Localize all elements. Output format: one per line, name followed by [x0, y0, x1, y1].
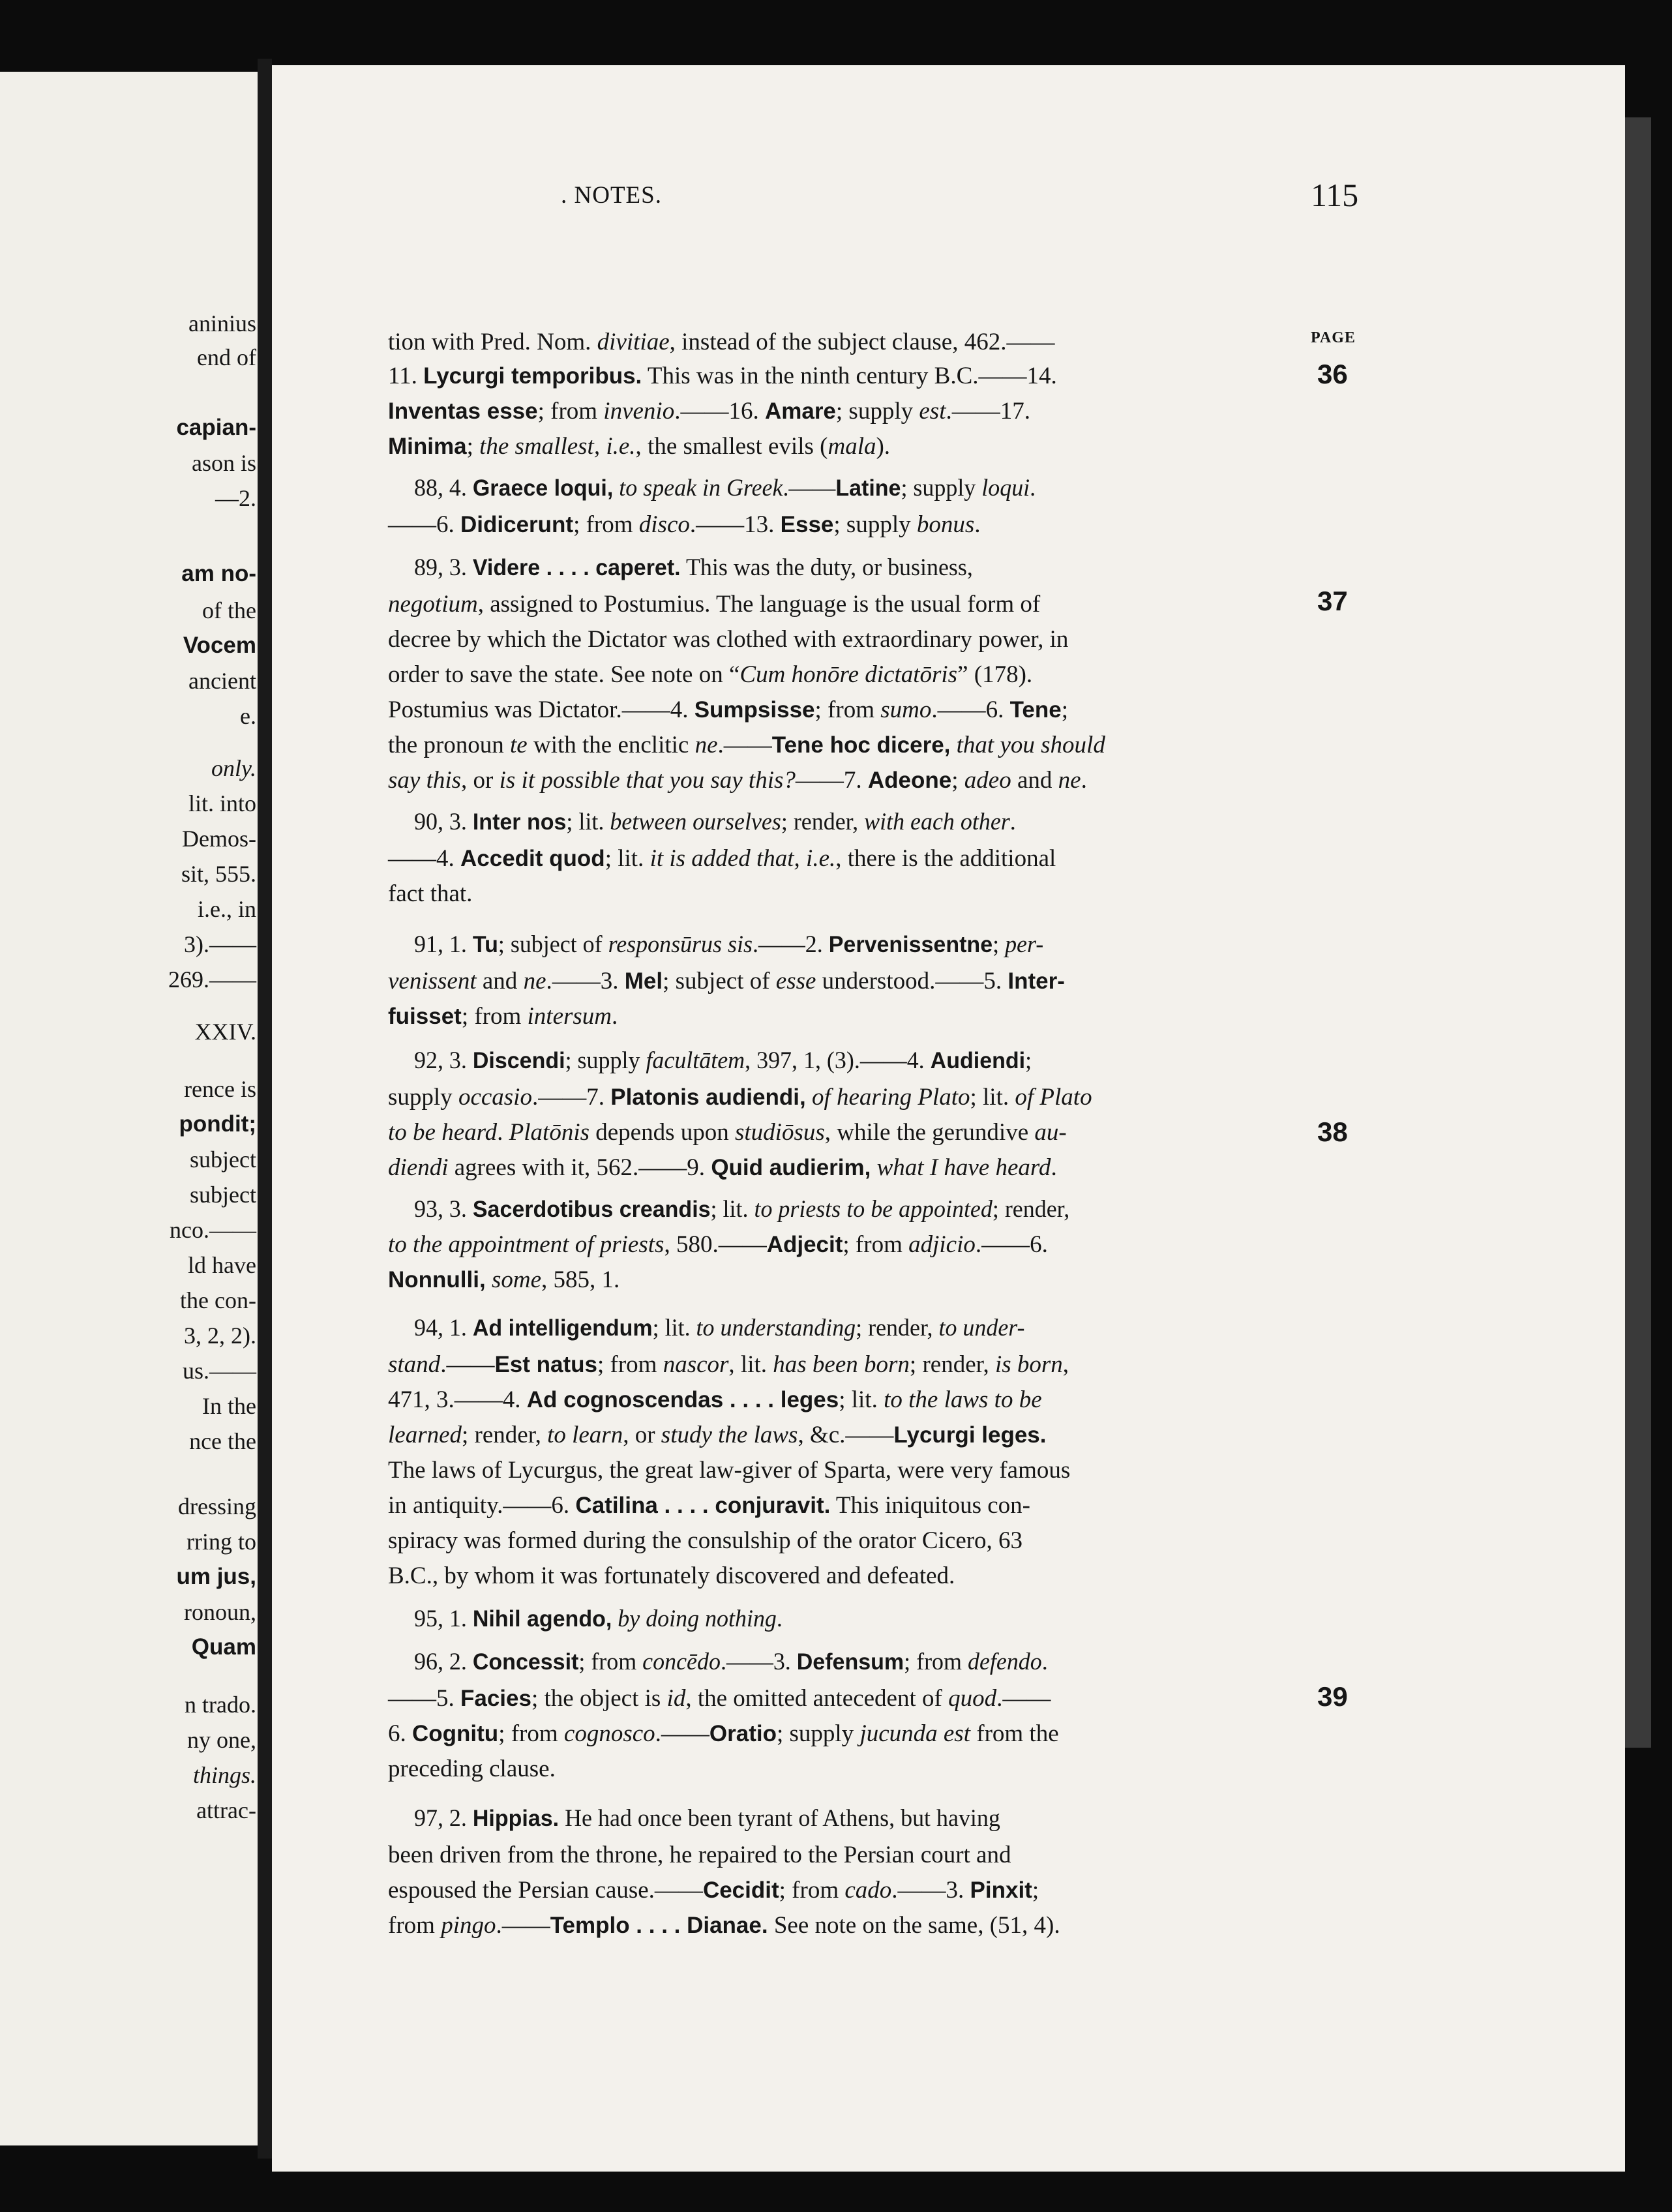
note-line: say this, or is it possible that you say this?——7. Adeone; adeo and ne.: [388, 767, 1087, 794]
note-line: 94, 1. Ad intelligendum; lit. to understanding; render, to under-: [414, 1315, 1025, 1341]
note-line: to be heard. Platōnis depends upon studiōsus, while the gerundive au-: [388, 1119, 1067, 1146]
left-page-line: ronoun,: [184, 1599, 256, 1625]
note-line: ——6. Didicerunt; from disco.——13. Esse; supply bonus.: [388, 511, 981, 538]
note-line: 11. Lycurgi temporibus. This was in the ninth century B.C.——14.: [388, 363, 1057, 389]
note-line: diendi agrees with it, 562.——9. Quid audierim, what I have heard.: [388, 1154, 1057, 1181]
left-page-line: ny one,: [187, 1727, 256, 1753]
left-page-line: 3).——: [184, 931, 256, 957]
left-page-line: us.——: [182, 1358, 256, 1384]
left-page-line: Quam: [191, 1634, 256, 1660]
left-page-line: e.: [240, 703, 256, 729]
page-marker: 39: [1317, 1681, 1348, 1712]
note-line: to the appointment of priests, 580.——Adjecit; from adjicio.——6.: [388, 1231, 1048, 1258]
note-line: order to save the state. See note on “Cum honōre dictatōris” (178).: [388, 661, 1033, 688]
left-page-line: ancient: [188, 668, 256, 694]
left-page-line: n trado.: [185, 1692, 256, 1718]
left-page-line: XXIV.: [194, 1019, 256, 1045]
note-line: Postumius was Dictator.——4. Sumpsisse; from sumo.——6. Tene;: [388, 696, 1068, 723]
note-line: Minima; the smallest, i.e., the smallest evils (mala).: [388, 433, 891, 460]
left-page-line: um jus,: [176, 1564, 256, 1589]
note-line: in antiquity.——6. Catilina . . . . conjuravit. This iniquitous con-: [388, 1492, 1030, 1519]
note-line: 91, 1. Tu; subject of responsūrus sis.——2. Pervenissentne; per-: [414, 931, 1044, 958]
left-page-line: am no-: [181, 561, 256, 586]
note-line: Inventas esse; from invenio.——16. Amare; supply est.——17.: [388, 398, 1030, 425]
left-page-line: the con-: [180, 1287, 256, 1313]
note-line: tion with Pred. Nom. divitiae, instead of the subject clause, 462.——: [388, 329, 1055, 355]
note-line: 89, 3. Videre . . . . caperet. This was the duty, or business,: [414, 554, 973, 581]
left-page-line: i.e., in: [198, 896, 256, 922]
note-line: learned; render, to learn, or study the laws, &c.——Lycurgi leges.: [388, 1422, 1047, 1448]
left-page-line: dressing: [178, 1493, 256, 1519]
note-line: spiracy was formed during the consulship of the orator Cicero, 63: [388, 1527, 1023, 1554]
note-line: 6. Cognitu; from cognosco.——Oratio; supply jucunda est from the: [388, 1720, 1059, 1747]
note-line: 96, 2. Concessit; from concēdo.——3. Defensum; from defendo.: [414, 1649, 1048, 1675]
left-page-line: ason is: [192, 450, 256, 476]
page-edge: [1625, 117, 1651, 1748]
left-page-line: subject: [190, 1182, 256, 1208]
note-line: supply occasio.——7. Platonis audiendi, of hearing Plato; lit. of Plato: [388, 1084, 1092, 1111]
note-line: stand.——Est natus; from nascor, lit. has been born; render, is born,: [388, 1351, 1069, 1378]
book-gutter: [258, 59, 272, 2159]
left-page-line: end of: [197, 344, 256, 370]
left-page-line: of the: [202, 597, 256, 623]
page-marker: 38: [1317, 1116, 1348, 1147]
page-marker: 36: [1317, 359, 1348, 389]
note-line: 97, 2. Hippias. He had once been tyrant of Athens, but having: [414, 1805, 1000, 1832]
left-page-line: nce the: [189, 1428, 256, 1454]
page-column-label: PAGE: [1311, 329, 1356, 346]
note-line: 95, 1. Nihil agendo, by doing nothing.: [414, 1606, 783, 1632]
note-line: B.C., by whom it was fortunately discovered and defeated.: [388, 1562, 955, 1589]
left-page-line: aninius: [188, 310, 256, 336]
note-line: venissent and ne.——3. Mel; subject of esse understood.——5. Inter-: [388, 968, 1065, 994]
left-page-line: —2.: [215, 485, 256, 511]
note-line: the pronoun te with the enclitic ne.——Tene hoc dicere, that you should: [388, 732, 1105, 758]
note-line: 90, 3. Inter nos; lit. between ourselves; render, with each other.: [414, 809, 1016, 835]
note-line: 471, 3.——4. Ad cognoscendas . . . . leges; lit. to the laws to be: [388, 1386, 1042, 1413]
note-line: 93, 3. Sacerdotibus creandis; lit. to priests to be appointed; render,: [414, 1196, 1070, 1223]
note-line: 88, 4. Graece loqui, to speak in Greek.——Latine; supply loqui.: [414, 475, 1036, 501]
left-page-line: sit, 555.: [181, 861, 256, 887]
left-page-line: 269.——: [168, 966, 256, 993]
left-page-text: [0, 72, 258, 2145]
left-page: [0, 72, 258, 2145]
note-line: espoused the Persian cause.——Cecidit; from cado.——3. Pinxit;: [388, 1877, 1039, 1904]
note-line: ——5. Facies; the object is id, the omitted antecedent of quod.——: [388, 1685, 1051, 1712]
note-line: fact that.: [388, 880, 473, 907]
left-page-line: 3, 2, 2).: [184, 1323, 256, 1349]
left-page-line: attrac-: [196, 1797, 256, 1823]
left-page-line: things.: [192, 1762, 256, 1788]
page-marker: 37: [1317, 586, 1348, 616]
note-line: ——4. Accedit quod; lit. it is added that, i.e., there is the additional: [388, 845, 1056, 872]
note-line: 92, 3. Discendi; supply facultātem, 397, 1, (3).——4. Audiendi;: [414, 1047, 1032, 1074]
left-page-line: pondit;: [179, 1111, 256, 1137]
left-page-line: ld have: [188, 1252, 256, 1278]
note-line: Nonnulli, some, 585, 1.: [388, 1266, 620, 1293]
note-line: from pingo.——Templo . . . . Dianae. See note on the same, (51, 4).: [388, 1912, 1060, 1939]
left-page-line: Vocem: [183, 633, 256, 658]
left-page-line: lit. into: [188, 790, 256, 816]
left-page-line: rring to: [187, 1529, 256, 1555]
note-line: fuisset; from intersum.: [388, 1003, 618, 1030]
left-page-line: In the: [202, 1393, 256, 1419]
note-line: negotium, assigned to Postumius. The language is the usual form of: [388, 591, 1041, 618]
left-page-line: rence is: [184, 1076, 256, 1102]
note-line: been driven from the throne, he repaired to the Persian court and: [388, 1842, 1011, 1868]
left-page-line: subject: [190, 1146, 256, 1173]
left-page-line: Demos-: [182, 826, 256, 852]
note-line: The laws of Lycurgus, the great law-giver of Sparta, were very famous: [388, 1457, 1071, 1484]
page-number: 115: [1311, 177, 1359, 213]
note-line: decree by which the Dictator was clothed with extraordinary power, in: [388, 626, 1069, 653]
left-page-line: nco.——: [170, 1217, 256, 1243]
note-line: preceding clause.: [388, 1756, 556, 1782]
running-head: . NOTES.: [561, 182, 662, 209]
left-page-line: only.: [211, 755, 256, 781]
left-page-line: capian-: [176, 415, 256, 440]
